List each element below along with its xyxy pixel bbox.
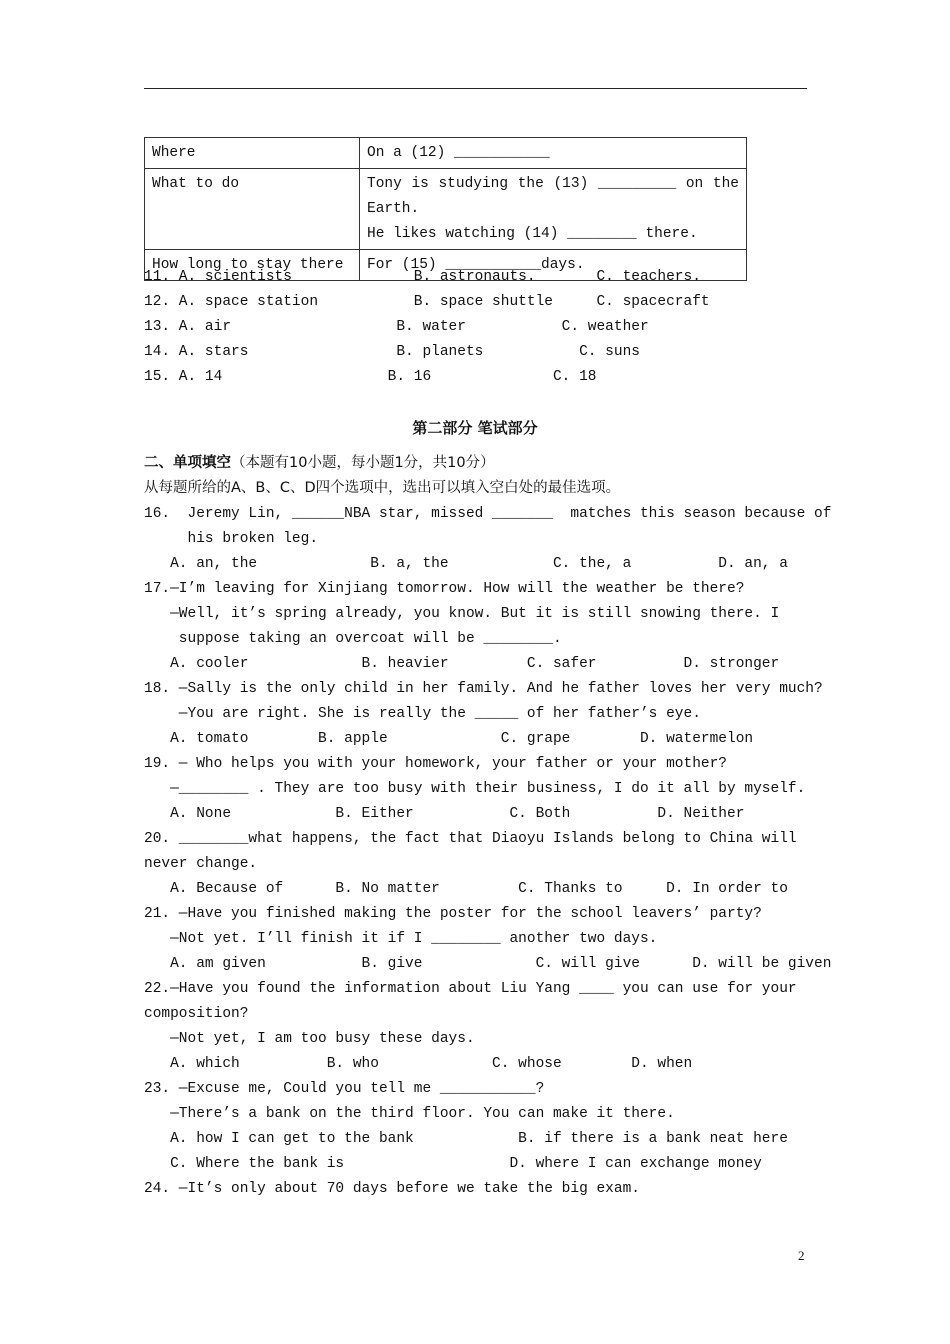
- text-line: A. which B. who C. whose D. when: [144, 1056, 693, 1072]
- text-line: —Not yet. I’ll finish it if I ________ another two days.: [144, 931, 658, 947]
- section-heading-note: （本题有10小题，每小题1分，共10分）: [231, 455, 495, 471]
- table-cell-label: How long to stay there: [145, 250, 360, 281]
- table-cell-label: What to do: [145, 169, 360, 250]
- table-cell-content: [360, 169, 747, 250]
- part-title: 第二部分 笔试部分: [412, 419, 538, 437]
- text-line: 24. —It’s only about 70 days before we take the big exam.: [144, 1181, 640, 1197]
- text-line: —You are right. She is really the _____ of her father’s eye.: [144, 706, 701, 722]
- section-heading: 二、单项填空: [144, 455, 231, 471]
- text-line: suppose taking an overcoat will be ________.: [144, 631, 562, 647]
- table-row: [145, 138, 747, 169]
- text-line: composition?: [144, 1006, 249, 1022]
- text-line: never change.: [144, 856, 258, 872]
- text-line: 20. ________what happens, the fact that Diaoyu Islands belong to China will: [144, 831, 797, 847]
- text-line: 21. —Have you finished making the poster for the school leavers’ party?: [144, 906, 762, 922]
- info-table: [144, 137, 747, 281]
- text-line: A. tomato B. apple C. grape D. watermelon: [144, 731, 754, 747]
- section-heading-line: [144, 453, 495, 473]
- text-line: A. Because of B. No matter C. Thanks to D. In order to: [144, 881, 788, 897]
- text-line: A. how I can get to the bank B. if there is a bank neat here: [144, 1131, 788, 1147]
- text-line: his broken leg.: [144, 531, 319, 547]
- text-line: C. Where the bank is D. where I can exchange money: [144, 1156, 762, 1172]
- text-line: —________ . They are too busy with their business, I do it all by myself.: [144, 781, 806, 797]
- text-line: 18. —Sally is the only child in her family. And he father loves her very much?: [144, 681, 823, 697]
- table-cell-line: On a (12) ___________: [367, 145, 550, 161]
- page-number: 2: [798, 1248, 805, 1263]
- text-line: 15. A. 14 B. 16 C. 18: [144, 369, 597, 385]
- table-cell-content: [360, 138, 747, 169]
- table-cell-line: Earth.: [367, 201, 420, 217]
- text-line: 14. A. stars B. planets C. suns: [144, 344, 640, 360]
- table-cell-line: For (15) ___________days.: [367, 257, 585, 273]
- text-line: 19. — Who helps you with your homework, your father or your mother?: [144, 756, 727, 772]
- text-line: A. None B. Either C. Both D. Neither: [144, 806, 745, 822]
- text-line: —Not yet, I am too busy these days.: [144, 1031, 475, 1047]
- table-cell-label: Where: [145, 138, 360, 169]
- text-line: 16. Jeremy Lin, ______NBA star, missed _______ matches this season because of: [144, 506, 832, 522]
- text-line: —There’s a bank on the third floor. You can make it there.: [144, 1106, 675, 1122]
- text-line: A. cooler B. heavier C. safer D. stronger: [144, 656, 780, 672]
- table-cell-line: Tony is studying the (13) _________ on the: [367, 176, 739, 192]
- table-row: [145, 169, 747, 250]
- text-line: 13. A. air B. water C. weather: [144, 319, 649, 335]
- header-rule: [144, 88, 807, 89]
- section-instruction: 从每题所给的A、B、C、D四个选项中，选出可以填入空白处的最佳选项。: [144, 480, 621, 496]
- text-line: A. an, the B. a, the C. the, a D. an, a: [144, 556, 788, 572]
- text-line: 22.—Have you found the information about Liu Yang ____ you can use for your: [144, 981, 797, 997]
- text-line: A. am given B. give C. will give D. will be given: [144, 956, 832, 972]
- text-line: 23. —Excuse me, Could you tell me ___________?: [144, 1081, 545, 1097]
- text-line: 12. A. space station B. space shuttle C. spacecraft: [144, 294, 710, 310]
- text-line: 11. A. scientists B. astronauts. C. teachers.: [144, 269, 701, 285]
- table-cell-line: He likes watching (14) ________ there.: [367, 226, 698, 242]
- text-line: 17.—I’m leaving for Xinjiang tomorrow. How will the weather be there?: [144, 581, 745, 597]
- text-line: —Well, it’s spring already, you know. But it is still snowing there. I: [144, 606, 780, 622]
